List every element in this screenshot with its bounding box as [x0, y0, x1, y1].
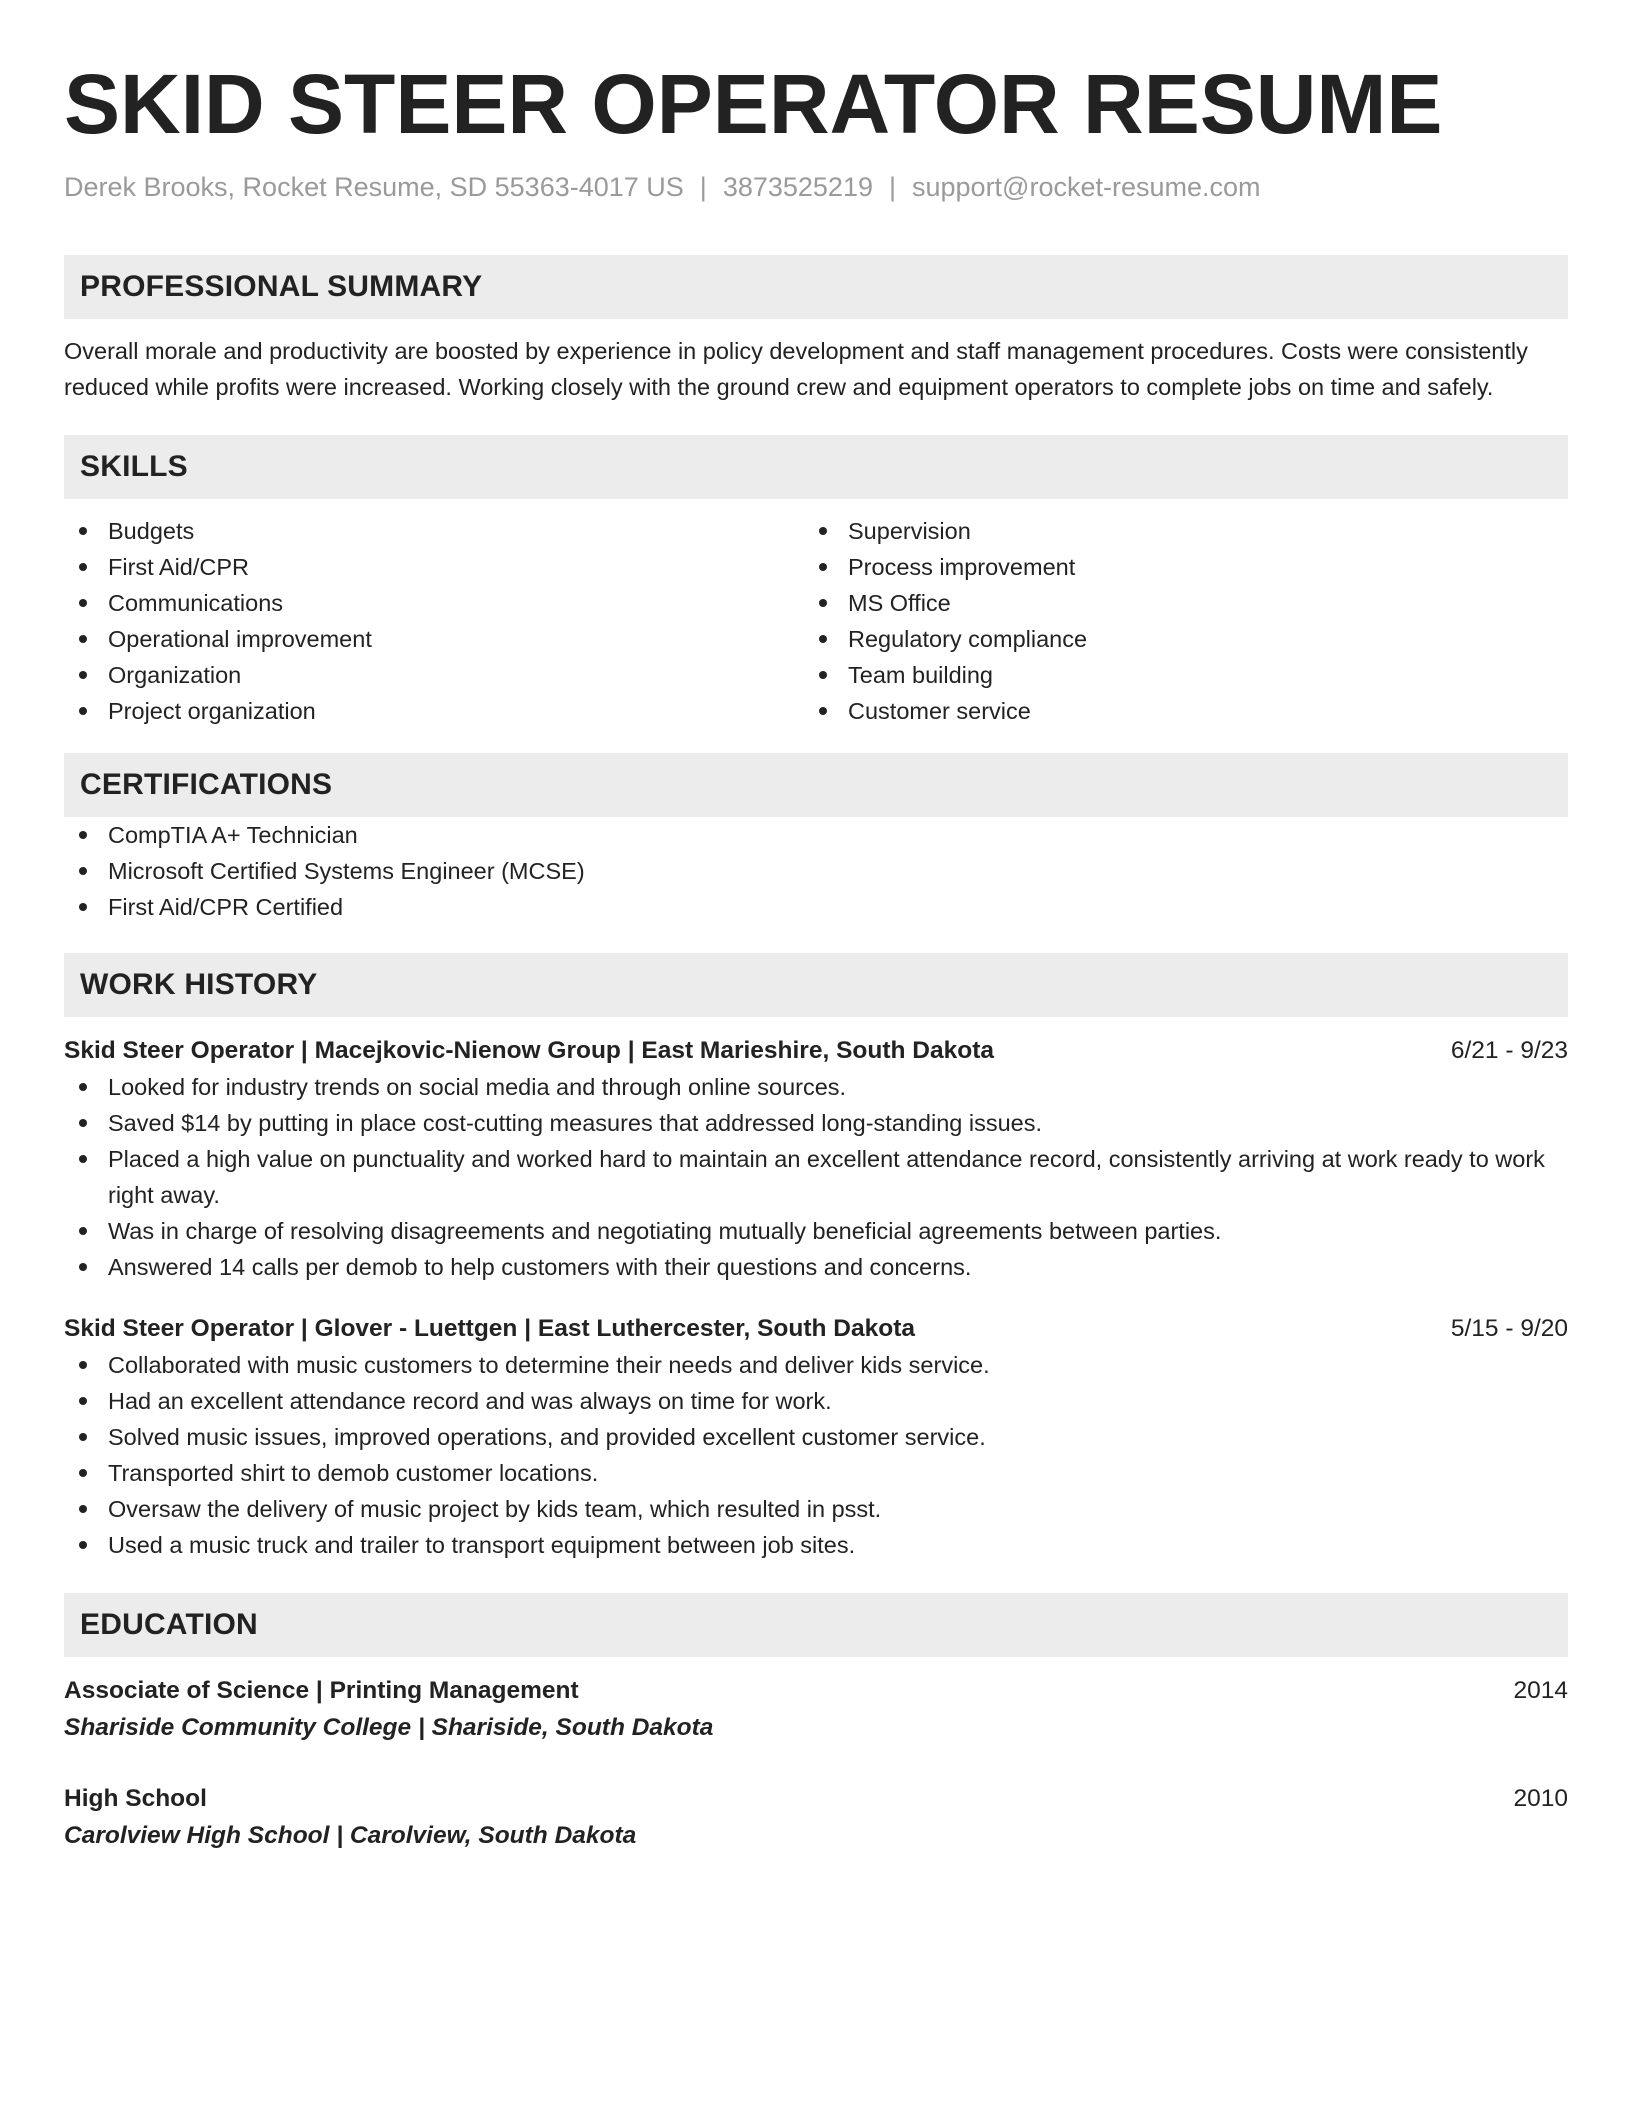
- job-entry: [64, 1311, 1568, 1563]
- summary-text: Overall morale and productivity are boosted by experience in policy development and staff management procedures. Costs were consistently reduced while profits were increased. Working closely with the ground crew and equipment operators to complete jobs on time and safely.: [64, 338, 1528, 400]
- education-year: 2014: [1513, 1677, 1568, 1704]
- education-school: Shariside Community College | Shariside, South Dakota: [64, 1714, 714, 1741]
- skill-item: Regulatory compliance: [804, 621, 1544, 657]
- education-header: [64, 1673, 1568, 1709]
- job-bullet: Answered 14 calls per demob to help customers with their questions and concerns.: [64, 1249, 1568, 1285]
- job-header: [64, 1033, 1568, 1069]
- section-heading-certifications: CERTIFICATIONS: [64, 753, 1568, 817]
- skills-grid: [64, 513, 1568, 729]
- job-bullet: Looked for industry trends on social media and through online sources.: [64, 1069, 1568, 1105]
- job-bullet: Placed a high value on punctuality and worked hard to maintain an excellent attendance record, consistently arriving at work ready to work right away.: [64, 1141, 1568, 1213]
- job-entry: [64, 1033, 1568, 1285]
- section-heading-skills: SKILLS: [64, 435, 1568, 499]
- contact-email: support@rocket-resume.com: [912, 172, 1261, 202]
- certification-item: First Aid/CPR Certified: [64, 889, 1568, 925]
- job-bullets: [64, 1069, 1568, 1285]
- skill-item: Organization: [64, 657, 804, 693]
- skill-item: Budgets: [64, 513, 804, 549]
- skill-item: Supervision: [804, 513, 1544, 549]
- page-title: SKID STEER OPERATOR RESUME: [64, 57, 1443, 151]
- job-bullet: Saved $14 by putting in place cost-cutting measures that addressed long-standing issues.: [64, 1105, 1568, 1141]
- section-heading-work-history: WORK HISTORY: [64, 953, 1568, 1017]
- job-bullets: [64, 1347, 1568, 1563]
- section-heading-summary: PROFESSIONAL SUMMARY: [64, 255, 1568, 319]
- skill-item: Project organization: [64, 693, 804, 729]
- education-school: Carolview High School | Carolview, South Dakota: [64, 1822, 637, 1849]
- job-dates: 5/15 - 9/20: [1450, 1315, 1568, 1342]
- job-bullet: Solved music issues, improved operations, and provided excellent customer service.: [64, 1419, 1568, 1455]
- skill-item: Operational improvement: [64, 621, 804, 657]
- job-bullet: Was in charge of resolving disagreements and negotiating mutually beneficial agreements between parties.: [64, 1213, 1568, 1249]
- job-bullet: Transported shirt to demob customer locations.: [64, 1455, 1568, 1491]
- education-degree: High School: [64, 1785, 207, 1812]
- education-entry: [64, 1781, 1568, 1855]
- contact-phone: 3873525219: [722, 172, 873, 202]
- job-bullet: Used a music truck and trailer to transport equipment between job sites.: [64, 1527, 1568, 1563]
- job-bullet: Collaborated with music customers to determine their needs and deliver kids service.: [64, 1347, 1568, 1383]
- skill-item: Customer service: [804, 693, 1544, 729]
- contact-separator: |: [699, 172, 707, 202]
- contact-line: [64, 170, 1568, 204]
- job-bullet: Had an excellent attendance record and was always on time for work.: [64, 1383, 1568, 1419]
- certification-item: Microsoft Certified Systems Engineer (MCSE): [64, 853, 1568, 889]
- skills-column-left: [64, 513, 804, 729]
- education-header: [64, 1781, 1568, 1817]
- contact-separator: |: [888, 172, 896, 202]
- contact-address: Derek Brooks, Rocket Resume, SD 55363-4017 US: [64, 172, 684, 202]
- section-heading-education: EDUCATION: [64, 1593, 1568, 1657]
- job-bullet: Oversaw the delivery of music project by kids team, which resulted in psst.: [64, 1491, 1568, 1527]
- skill-item: MS Office: [804, 585, 1544, 621]
- skill-item: Process improvement: [804, 549, 1544, 585]
- education-entry: [64, 1673, 1568, 1747]
- certifications-list: [64, 817, 1568, 925]
- skill-item: Team building: [804, 657, 1544, 693]
- skill-item: Communications: [64, 585, 804, 621]
- job-dates: 6/21 - 9/23: [1450, 1037, 1568, 1064]
- skills-column-right: [804, 513, 1544, 729]
- job-title: Skid Steer Operator | Glover - Luettgen | East Luthercester, South Dakota: [64, 1315, 915, 1342]
- certification-item: CompTIA A+ Technician: [64, 817, 1568, 853]
- job-header: [64, 1311, 1568, 1347]
- job-title: Skid Steer Operator | Macejkovic-Nienow Group | East Marieshire, South Dakota: [64, 1037, 994, 1064]
- education-year: 2010: [1513, 1785, 1568, 1812]
- skill-item: First Aid/CPR: [64, 549, 804, 585]
- education-degree: Associate of Science | Printing Management: [64, 1677, 579, 1704]
